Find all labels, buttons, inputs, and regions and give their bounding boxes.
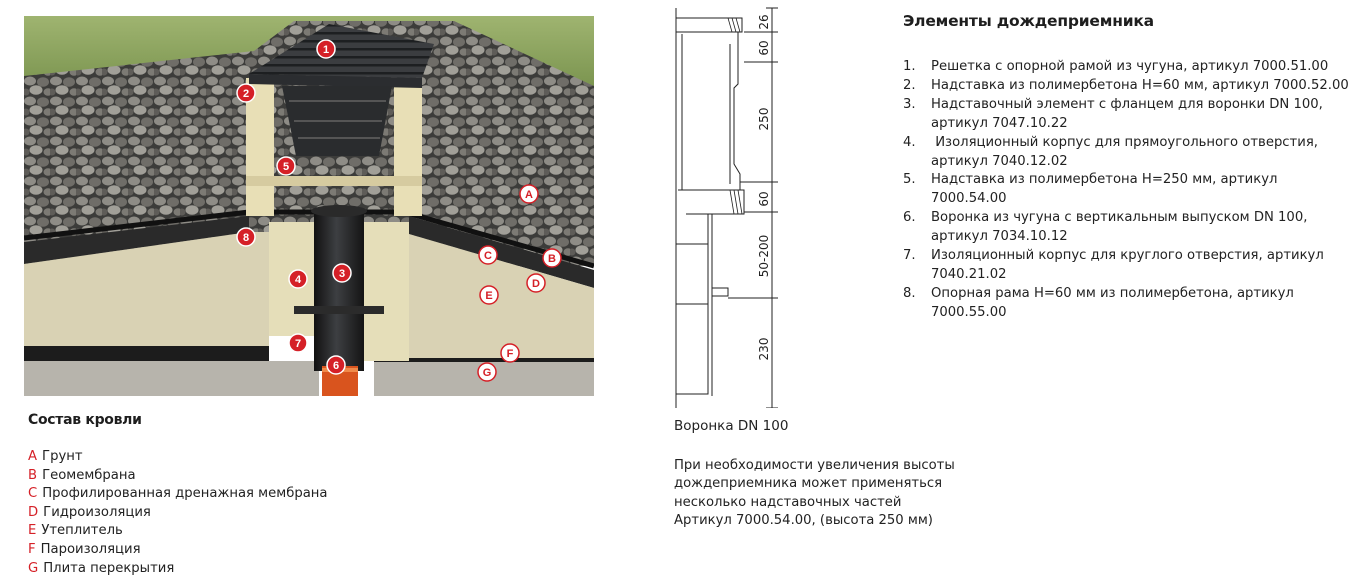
element-text: 7000.55.00 bbox=[931, 304, 1007, 320]
svg-text:G: G bbox=[482, 367, 492, 379]
svg-text:6: 6 bbox=[332, 360, 340, 372]
marker-element-6 bbox=[327, 356, 345, 374]
element-item bbox=[903, 134, 1363, 172]
svg-text:C: C bbox=[484, 250, 492, 262]
element-item bbox=[903, 96, 1363, 134]
element-number: 4. bbox=[903, 134, 916, 150]
layer-letter: C bbox=[28, 486, 38, 502]
element-text: Надставочный элемент с фланцем для воронки DN 100, bbox=[931, 96, 1323, 112]
element-text: артикул 7034.10.12 bbox=[931, 229, 1068, 245]
note-line: дождеприемника может применяться bbox=[674, 476, 943, 492]
element-text: артикул 7040.12.02 bbox=[931, 153, 1068, 169]
technical-drawing bbox=[668, 4, 788, 408]
element-number: 1. bbox=[903, 59, 916, 74]
element-number: 5. bbox=[903, 172, 916, 188]
element-text: Опорная рама H=60 мм из полимербетона, артикул bbox=[931, 285, 1294, 301]
roof-layer-item bbox=[28, 522, 327, 541]
marker-layer-e bbox=[480, 286, 498, 304]
drain-cutaway-illustration bbox=[24, 16, 594, 396]
roof-layer-item bbox=[28, 485, 327, 504]
layer-text: Гидроизоляция bbox=[43, 504, 151, 520]
note-line: При необходимости увеличения высоты bbox=[674, 458, 955, 473]
note-line: несколько надставочных частей bbox=[674, 494, 902, 510]
element-text: Воронка из чугуна с вертикальным выпуском DN 100, bbox=[931, 210, 1308, 226]
layer-text: Профилированная дренажная мембрана bbox=[42, 486, 328, 502]
element-number: 2. bbox=[903, 77, 916, 93]
dimension-60-mid: 60 bbox=[757, 191, 771, 207]
layer-letter: A bbox=[28, 449, 38, 464]
svg-text:F: F bbox=[506, 348, 514, 360]
marker-layer-g bbox=[478, 363, 496, 381]
svg-text:E: E bbox=[485, 290, 493, 302]
roof-layer-list bbox=[28, 448, 327, 578]
element-number: 7. bbox=[903, 248, 916, 264]
element-text: Изоляционный корпус для прямоугольного отверстия, bbox=[931, 134, 1318, 150]
marker-element-4 bbox=[289, 270, 307, 288]
svg-text:4: 4 bbox=[294, 274, 302, 286]
element-item bbox=[903, 209, 1363, 247]
marker-layer-f bbox=[501, 344, 519, 362]
element-text: 7000.54.00 bbox=[931, 191, 1007, 207]
element-text: Надставка из полимербетона H=60 мм, артикул 7000.52.00 bbox=[931, 77, 1349, 93]
element-item bbox=[903, 247, 1363, 285]
elements-title: Элементы дождеприемника bbox=[903, 12, 1154, 30]
element-number: 8. bbox=[903, 285, 916, 301]
svg-text:7: 7 bbox=[294, 338, 302, 350]
layer-text: Пароизоляция bbox=[40, 541, 141, 557]
marker-element-1 bbox=[317, 40, 335, 58]
layer-letter: D bbox=[28, 504, 39, 520]
layer-text: Утеплитель bbox=[41, 523, 123, 539]
svg-text:1: 1 bbox=[322, 44, 330, 56]
element-text: Надставка из полимербетона H=250 мм, артикул bbox=[931, 172, 1278, 188]
svg-text:D: D bbox=[532, 278, 540, 290]
dimension-230: 230 bbox=[757, 337, 771, 361]
svg-text:5: 5 bbox=[282, 161, 290, 173]
dimension-250: 250 bbox=[757, 107, 771, 131]
svg-text:3: 3 bbox=[338, 268, 346, 280]
svg-text:2: 2 bbox=[242, 88, 250, 100]
element-text: артикул 7047.10.22 bbox=[931, 115, 1068, 131]
marker-element-5 bbox=[277, 157, 295, 175]
element-item bbox=[903, 77, 1363, 96]
layer-letter: E bbox=[28, 523, 37, 539]
element-item bbox=[903, 58, 1363, 77]
element-number: 6. bbox=[903, 210, 916, 226]
roof-layer-item bbox=[28, 560, 327, 579]
marker-element-2 bbox=[237, 84, 255, 102]
roof-layer-item bbox=[28, 448, 327, 467]
roof-layer-item bbox=[28, 467, 327, 486]
layer-letter: G bbox=[28, 560, 39, 576]
element-text: 7040.21.02 bbox=[931, 266, 1007, 282]
extension-note bbox=[674, 457, 955, 531]
element-text: Изоляционный корпус для круглого отверстия, артикул bbox=[931, 248, 1324, 264]
marker-layer-b bbox=[543, 249, 561, 267]
roof-layer-item bbox=[28, 504, 327, 523]
layer-letter: B bbox=[28, 467, 38, 483]
layer-text: Геомембрана bbox=[42, 467, 136, 483]
layer-letter: F bbox=[28, 541, 36, 557]
marker-layer-a bbox=[520, 185, 538, 203]
marker-layer-d bbox=[527, 274, 545, 292]
marker-element-7 bbox=[289, 334, 307, 352]
marker-element-3 bbox=[333, 264, 351, 282]
marker-layer-c bbox=[479, 246, 497, 264]
element-number: 3. bbox=[903, 96, 916, 112]
svg-text:8: 8 bbox=[242, 232, 250, 244]
elements-list bbox=[903, 58, 1363, 323]
dimension-50-200: 50-200 bbox=[757, 234, 771, 278]
layer-text: Плита перекрытия bbox=[43, 560, 175, 576]
marker-element-8 bbox=[237, 228, 255, 246]
svg-text:B: B bbox=[548, 253, 556, 265]
dimension-60-top: 60 bbox=[757, 40, 771, 56]
roof-composition-title: Состав кровли bbox=[28, 412, 142, 428]
element-item bbox=[903, 171, 1363, 209]
element-item bbox=[903, 285, 1363, 323]
dimension-26: 26 bbox=[757, 14, 771, 30]
roof-layer-item bbox=[28, 541, 327, 560]
note-line: Артикул 7000.54.00, (высота 250 мм) bbox=[674, 513, 933, 529]
element-text: Решетка с опорной рамой из чугуна, артикул 7000.51.00 bbox=[931, 59, 1329, 74]
drawing-caption: Воронка DN 100 bbox=[674, 418, 789, 434]
layer-text: Грунт bbox=[42, 449, 83, 464]
svg-text:A: A bbox=[525, 189, 533, 201]
